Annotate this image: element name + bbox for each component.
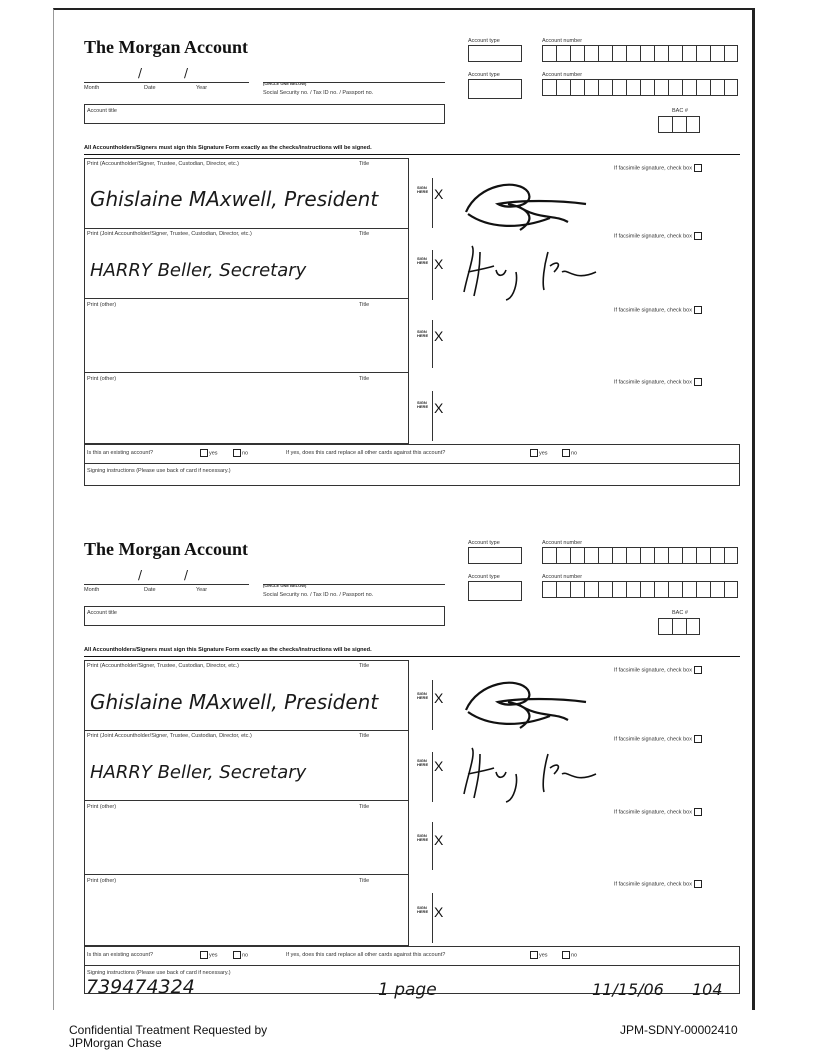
replace-no-checkbox[interactable]	[562, 449, 570, 457]
existing-yes-checkbox[interactable]	[200, 449, 208, 457]
sign-x: X	[434, 328, 444, 344]
sign-x: X	[434, 690, 444, 706]
facsimile-checkbox[interactable]	[694, 808, 702, 816]
facsimile-label-2: If facsimile signature, check box	[614, 735, 702, 743]
account-title-label: Account title	[87, 610, 117, 616]
handwritten-number: 739474324	[86, 976, 195, 998]
title-label-2: Title	[359, 733, 370, 739]
facsimile-label-2: If facsimile signature, check box	[614, 232, 702, 240]
date-slash-1: /	[138, 568, 143, 582]
sign-here-label: SIGN HERE	[417, 758, 429, 767]
sign-here-label: SIGN HERE	[417, 256, 429, 265]
replace-yes: yes	[530, 951, 548, 959]
bac-field[interactable]	[658, 116, 700, 133]
signature-2	[458, 744, 598, 804]
sign-x: X	[434, 758, 444, 774]
signer-instruction: All Accountholders/Signers must sign this Signature Form exactly as the checks/instructions will be signed.	[84, 647, 372, 653]
account-type-field[interactable]	[468, 547, 522, 564]
id-options: Social Security no. / Tax ID no. / Passport no.	[263, 592, 374, 598]
title-label-1: Title	[359, 161, 370, 167]
print-label-2: Print (Joint Accountholder/Signer, Trustee, Custodian, Director, etc.)	[87, 733, 252, 739]
facsimile-checkbox[interactable]	[694, 232, 702, 240]
account-type-label-2: Account type	[468, 72, 500, 78]
account-type-label-2: Account type	[468, 574, 500, 580]
signing-instructions-label: Signing instructions (Please use back of card if necessary.)	[87, 468, 231, 474]
account-type-field-2[interactable]	[468, 79, 522, 99]
sign-here-label: SIGN HERE	[417, 833, 429, 842]
signature-card-1	[78, 28, 750, 508]
date-label: Date	[144, 587, 156, 593]
account-number-label-2: Account number	[542, 72, 583, 78]
facsimile-checkbox[interactable]	[694, 378, 702, 386]
facsimile-checkbox[interactable]	[694, 306, 702, 314]
print-label-4: Print (other)	[87, 376, 117, 382]
replace-yes-checkbox[interactable]	[530, 449, 538, 457]
title-label-4: Title	[359, 376, 370, 382]
title-label-1: Title	[359, 663, 370, 669]
signature-card-2	[78, 530, 750, 1010]
printed-name-1: Ghislaine MAxwell, President	[90, 690, 379, 714]
existing-account-question: Is this an existing account?	[87, 952, 154, 958]
account-number-label: Account number	[542, 38, 583, 44]
signature-1	[458, 676, 598, 736]
id-options: Social Security no. / Tax ID no. / Passport no.	[263, 90, 374, 96]
handwritten-initials: 104	[692, 980, 723, 999]
form-title: The Morgan Account	[84, 37, 248, 57]
facsimile-checkbox[interactable]	[694, 164, 702, 172]
title-label-3: Title	[359, 804, 370, 810]
replace-no-checkbox[interactable]	[562, 951, 570, 959]
existing-account-question: Is this an existing account?	[87, 450, 154, 456]
existing-yes: yes	[200, 951, 218, 959]
sign-x: X	[434, 400, 444, 416]
signature-1	[458, 178, 598, 238]
sign-here-label: SIGN HERE	[417, 185, 429, 194]
facsimile-label-3: If facsimile signature, check box	[614, 808, 702, 816]
print-label-4: Print (other)	[87, 878, 117, 884]
account-number-field-2[interactable]	[542, 79, 738, 96]
sign-here-label: SIGN HERE	[417, 905, 429, 914]
date-slash-1: /	[138, 66, 143, 80]
bates-number: JPM-SDNY-00002410	[620, 1023, 738, 1037]
account-number-field[interactable]	[542, 547, 738, 564]
print-label-3: Print (other)	[87, 302, 117, 308]
account-type-field[interactable]	[468, 45, 522, 62]
existing-no: no	[233, 449, 248, 457]
confidential-line-1: Confidential Treatment Requested by	[69, 1023, 268, 1037]
signer-instruction: All Accountholders/Signers must sign this Signature Form exactly as the checks/instructions will be signed.	[84, 145, 372, 151]
replace-question: If yes, does this card replace all other cards against this account?	[286, 450, 446, 456]
print-label-3: Print (other)	[87, 804, 117, 810]
account-number-label-2: Account number	[542, 574, 583, 580]
account-number-label: Account number	[542, 540, 583, 546]
facsimile-label-4: If facsimile signature, check box	[614, 880, 702, 888]
existing-no-checkbox[interactable]	[233, 951, 241, 959]
printed-name-1: Ghislaine MAxwell, President	[90, 187, 379, 211]
date-slash-2: /	[184, 66, 189, 80]
facsimile-checkbox[interactable]	[694, 666, 702, 674]
title-label-3: Title	[359, 302, 370, 308]
existing-no: no	[233, 951, 248, 959]
facsimile-label-1: If facsimile signature, check box	[614, 666, 702, 674]
account-title-field[interactable]	[84, 606, 445, 626]
account-number-field-2[interactable]	[542, 581, 738, 598]
form-title: The Morgan Account	[84, 539, 248, 559]
handwritten-date: 11/15/06	[592, 980, 664, 999]
facsimile-checkbox[interactable]	[694, 735, 702, 743]
confidential-notice	[69, 1024, 267, 1050]
facsimile-checkbox[interactable]	[694, 880, 702, 888]
title-label-4: Title	[359, 878, 370, 884]
sign-x: X	[434, 186, 444, 202]
handwritten-pages: 1 page	[378, 980, 437, 1000]
print-label-1: Print (Accountholder/Signer, Trustee, Custodian, Director, etc.)	[87, 161, 239, 167]
signing-instructions-label: Signing instructions (Please use back of card if necessary.)	[87, 970, 231, 976]
date-slash-2: /	[184, 568, 189, 582]
date-label: Date	[144, 85, 156, 91]
account-type-field-2[interactable]	[468, 581, 522, 601]
facsimile-label-4: If facsimile signature, check box	[614, 378, 702, 386]
sign-here-label: SIGN HERE	[417, 329, 429, 338]
print-label-1: Print (Accountholder/Signer, Trustee, Custodian, Director, etc.)	[87, 663, 239, 669]
year-label: Year	[196, 587, 208, 593]
confidential-line-2: JPMorgan Chase	[69, 1036, 162, 1050]
replace-no: no	[562, 951, 577, 959]
existing-yes: yes	[200, 449, 218, 457]
circle-one-label: (CIRCLE ONE BELOW)	[263, 81, 307, 86]
replace-no: no	[562, 449, 577, 457]
bac-label: BAC #	[672, 108, 688, 114]
replace-question: If yes, does this card replace all other cards against this account?	[286, 952, 446, 958]
facsimile-label-1: If facsimile signature, check box	[614, 164, 702, 172]
existing-no-checkbox[interactable]	[233, 449, 241, 457]
account-number-field[interactable]	[542, 45, 738, 62]
replace-yes: yes	[530, 449, 548, 457]
account-type-label: Account type	[468, 38, 500, 44]
printed-name-2: HARRY Beller, Secretary	[90, 260, 307, 281]
sign-x: X	[434, 256, 444, 272]
replace-yes-checkbox[interactable]	[530, 951, 538, 959]
month-label: Month	[84, 85, 100, 91]
month-label: Month	[84, 587, 100, 593]
account-type-label: Account type	[468, 540, 500, 546]
signature-2	[458, 242, 598, 302]
account-title-label: Account title	[87, 108, 117, 114]
sign-x: X	[434, 904, 444, 920]
title-label-2: Title	[359, 231, 370, 237]
account-title-field[interactable]	[84, 104, 445, 124]
bac-label: BAC #	[672, 610, 688, 616]
sign-here-label: SIGN HERE	[417, 691, 429, 700]
circle-one-label: (CIRCLE ONE BELOW)	[263, 583, 307, 588]
sign-x: X	[434, 832, 444, 848]
sign-here-label: SIGN HERE	[417, 400, 429, 409]
bac-field[interactable]	[658, 618, 700, 635]
print-label-2: Print (Joint Accountholder/Signer, Trustee, Custodian, Director, etc.)	[87, 231, 252, 237]
year-label: Year	[196, 85, 208, 91]
printed-name-2: HARRY Beller, Secretary	[90, 762, 307, 783]
facsimile-label-3: If facsimile signature, check box	[614, 306, 702, 314]
existing-yes-checkbox[interactable]	[200, 951, 208, 959]
